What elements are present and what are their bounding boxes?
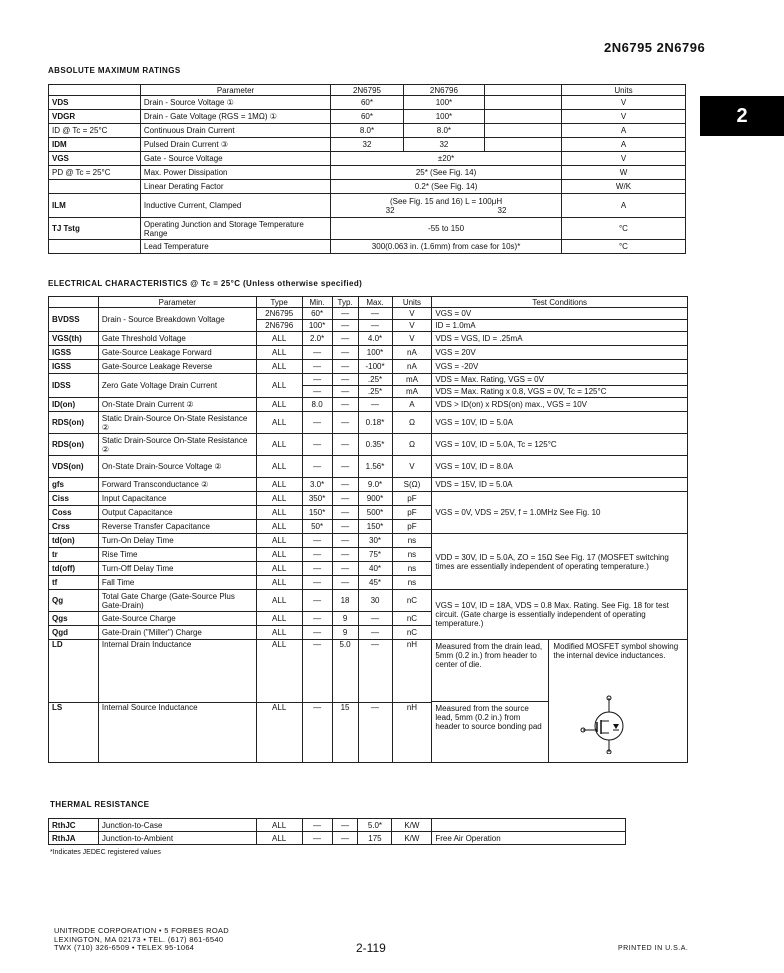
section-tab: 2 — [700, 96, 784, 136]
page-header: 2N6795 2N6796 — [604, 40, 706, 55]
table-row: tr Rise Time ALL — — 75* ns — [49, 548, 688, 562]
abs-max-table — [48, 84, 686, 254]
table-row: ILM Inductive Current, Clamped (See Fig. 15 and 16) L = 100μH 32 32 A — [49, 194, 686, 218]
thermal-table — [48, 818, 626, 845]
cond-modified-symbol: Modified MOSFET symbol showing the internal device inductances. — [553, 642, 679, 660]
table-row: td(off) Turn-Off Delay Time ALL — — 40* ns — [49, 562, 688, 576]
table-row: Coss Output Capacitance ALL 150* — 500* pF — [49, 506, 688, 520]
table-row: IDSS Zero Gate Voltage Drain Current ALL — — .25* mA VDS = Max. Rating, VGS = 0V — [49, 374, 688, 386]
table-row: VGS(th) Gate Threshold Voltage ALL 2.0* — 4.0* V VDS = VGS, ID = .25mA — [49, 332, 688, 346]
table-row: ID @ Tc = 25°C Continuous Drain Current 8.0* 8.0* A — [49, 124, 686, 138]
table-row: Qgd Gate-Drain ("Miller") Charge ALL — 9 — nC — [49, 626, 688, 640]
table-row: IDM Pulsed Drain Current ③ 32 32 A — [49, 138, 686, 152]
cond-gate-charge: VGS = 10V, ID = 18A, VDS = 0.8 Max. Rating. See Fig. 18 for test circuit. (Gate charge is essentially independent of operating temperature.) — [432, 590, 688, 640]
table-row: Lead Temperature 300(0.063 in. (1.6mm) from case for 10s)* °C — [49, 240, 686, 254]
table-row: VDS(on) On-State Drain-Source Voltage ② ALL — — 1.56* V VGS = 10V, ID = 8.0A — [49, 456, 688, 478]
cond-switching: VDD = 30V, ID = 5.0A, ZO = 15Ω See Fig. 17 (MOSFET switching times are essentially independent of operating temperature.) — [432, 534, 688, 590]
footer-line1: UNITRODE CORPORATION • 5 FORBES ROAD — [54, 926, 229, 935]
table-row: VDS Drain - Source Voltage ① 60* 100* V — [49, 96, 686, 110]
footer-line2: LEXINGTON, MA 02173 • TEL. (617) 861-6540 — [54, 934, 224, 944]
table-row: ID(on) On-State Drain Current ② ALL 8.0 — — A VDS > ID(on) x RDS(on) max., VGS = 10V — [49, 398, 688, 412]
table-header: Parameter 2N6795 2N6796 Units — [49, 85, 686, 96]
footer-line3: TWX (710) 326-6509 • TELEX 95-1064 — [54, 943, 195, 952]
table-row: 2N6796 100* — — V ID = 1.0mA — [49, 320, 688, 332]
jedec-note: *Indicates JEDEC registered values — [50, 849, 161, 856]
table-row: TJ Tstg Operating Junction and Storage Temperature Range -55 to 150 °C — [49, 218, 686, 240]
table-row: Qgs Gate-Source Charge ALL — 9 — nC — [49, 612, 688, 626]
printed-label: PRINTED IN U.S.A. — [618, 945, 689, 952]
thermal-title: THERMAL RESISTANCE — [50, 800, 150, 809]
table-row: VDGR Drain - Gate Voltage (RGS = 1MΩ) ① 60* 100* V — [49, 110, 686, 124]
table-row: VGS Gate - Source Voltage ±20* V — [49, 152, 686, 166]
elec-table — [48, 296, 688, 763]
table-row: Linear Derating Factor 0.2* (See Fig. 14) W/K — [49, 180, 686, 194]
table-row: BVDSS Drain - Source Breakdown Voltage 2N6795 60* — — V VGS = 0V — [49, 308, 688, 320]
table-row: LS Internal Source Inductance ALL — 15 — nH — [49, 702, 688, 763]
cond-drain-inductance: Measured from the drain lead, 5mm (0.2 in.) from header to center of die. — [432, 640, 548, 702]
table-row: RthJC Junction-to-Case ALL — — 5.0* K/W — [49, 819, 626, 832]
elec-title: ELECTRICAL CHARACTERISTICS @ Tc = 25°C (Unless otherwise specified) — [48, 279, 363, 288]
abs-max-title: ABSOLUTE MAXIMUM RATINGS — [48, 66, 181, 75]
table-row: gfs Forward Transconductance ② ALL 3.0* — 9.0* S(Ω) VDS = 15V, ID = 5.0A — [49, 478, 688, 492]
page-number: 2-119 — [356, 941, 386, 955]
table-row: Ciss Input Capacitance ALL 350* — 900* pF VGS = 0V, VDS = 25V, f = 1.0MHz See Fig. 10 — [49, 492, 688, 506]
table-row: Crss Reverse Transfer Capacitance ALL 50* — 150* pF — [49, 520, 688, 534]
table-row: RthJA Junction-to-Ambient ALL — — 175 K/W Free Air Operation — [49, 832, 626, 845]
table-row: Qg Total Gate Charge (Gate-Source Plus Gate-Drain) ALL — 18 30 nC VGS = 10V, ID = 18A, VDS = 0.8 Max. Rating. See Fig. 18 for test circuit. (Gate charge is essentially independent of operating temperature.) — [49, 590, 688, 612]
table-row: RDS(on) Static Drain-Source On-State Resistance ② ALL — — 0.18* Ω VGS = 10V, ID = 5.0A — [49, 412, 688, 434]
table-header: Parameter Type Min. Typ. Max. Units Test Conditions — [49, 297, 688, 308]
cond-source-inductance: Measured from the source lead, 5mm (0.2 in.) from header to source bonding pad — [435, 704, 542, 731]
table-row: LD Internal Drain Inductance ALL — 5.0 — nH Measured from the drain lead, 5mm (0.2 in.) from header to center of die. Measured from the source lead, 5mm (0.2 in.) from header to source bonding pad Modified MOSFET symbol showing the internal device inductances. — [49, 640, 688, 703]
mosfet-symbol-icon — [579, 694, 639, 754]
table-row: — — .25* mA VDS = Max. Rating x 0.8, VGS = 0V, Tc = 125°C — [49, 386, 688, 398]
table-row: td(on) Turn-On Delay Time ALL — — 30* ns VDD = 30V, ID = 5.0A, ZO = 15Ω See Fig. 17 (MOSFET switching times are essentially independent of operating temperature.) — [49, 534, 688, 548]
table-row: IGSS Gate-Source Leakage Reverse ALL — — -100* nA VGS = -20V — [49, 360, 688, 374]
cond-capacitance: VGS = 0V, VDS = 25V, f = 1.0MHz See Fig. 10 — [432, 492, 688, 534]
table-row: tf Fall Time ALL — — 45* ns — [49, 576, 688, 590]
table-row: RDS(on) Static Drain-Source On-State Resistance ② ALL — — 0.35* Ω VGS = 10V, ID = 5.0A, Tc = 125°C — [49, 434, 688, 456]
table-row: PD @ Tc = 25°C Max. Power Dissipation 25* (See Fig. 14) W — [49, 166, 686, 180]
footer-address — [54, 927, 229, 953]
table-row: IGSS Gate-Source Leakage Forward ALL — — 100* nA VGS = 20V — [49, 346, 688, 360]
